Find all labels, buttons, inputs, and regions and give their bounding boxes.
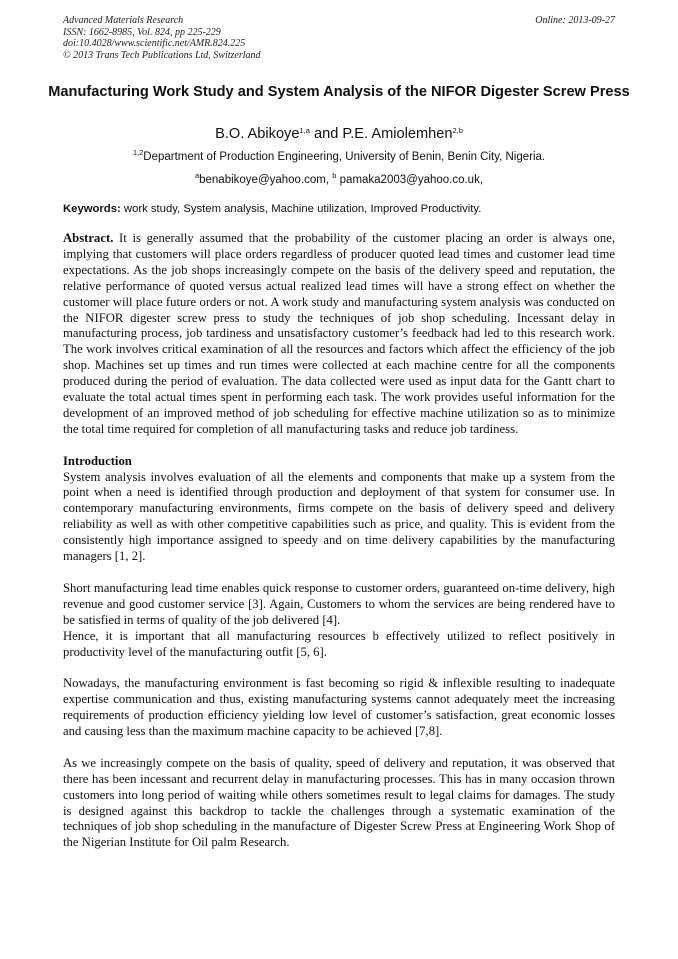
issn-line: ISSN: 1662-8985, Vol. 824, pp 225-229 [63, 26, 221, 38]
paper-title: Manufacturing Work Study and System Analysis of the NIFOR Digester Screw Press [48, 84, 630, 100]
email-b[interactable]: pamaka2003@yahoo.co.uk, [336, 174, 484, 186]
author-conjunction: and [309, 126, 343, 142]
introduction-heading: Introduction [63, 453, 132, 468]
keywords-label: Keywords: [63, 203, 121, 215]
keywords [63, 202, 618, 216]
abstract [63, 231, 615, 438]
intro-paragraph-4: Nowadays, the manufacturing environment is fast becoming so rigid & inflexible resulting to inadequate expertise communication and thus, existing manufacturing systems cannot adequately meet the increasing requirements of production efficiency yielding low level of customer’s satisfaction, great economic losses and causing less than the maximum machine capacity to be achieved [7,8]. [63, 676, 615, 739]
journal-name: Advanced Materials Research [63, 15, 184, 26]
intro-paragraph-3: Hence, it is important that all manufacturing resources b effectively utilized to reflect positively in productivity level of the manufacturing outfit [5, 6]. [63, 628, 615, 659]
email-b-marker: b [332, 171, 337, 180]
author-1: B.O. Abikoye [215, 126, 300, 142]
publication-info [63, 15, 261, 61]
affiliation-marker: 1,2 [132, 148, 144, 157]
keywords-text: work study, System analysis, Machine utilization, Improved Productivity. [120, 203, 482, 215]
copyright-line: © 2013 Trans Tech Publications Ltd, Switzerland [63, 49, 261, 61]
abstract-label: Abstract. [63, 231, 114, 245]
intro-paragraph-2: Short manufacturing lead time enables quick response to customer orders, guaranteed on-time delivery, high revenue and good customer service [3]. Again, Customers to whom the services are being rendered have to be satisfied in terms of quality of the job delivered [4]. [63, 580, 615, 627]
intro-paragraph-1: System analysis involves evaluation of all the elements and components that make up a system from the point when a need is identified through production and deployment of that system for consumer use. In contemporary manufacturing environments, firms compete on the basis of delivery speed and delivery reliability as well as with other competitive capabilities such as price, and quality. This is evident from the consistently high importance assigned to speedy and on time delivery capabilities by the manufacturing managers [1, 2]. [63, 469, 615, 564]
intro-paragraph-5: As we increasingly compete on the basis of quality, speed of delivery and reputation, it was observed that there has been incessant and recurrent delay in manufacturing processes. This has in many occasion thrown customers into long period of waiting while others sometimes result to legal claims for damages. The study is designed against this backdrop to tackle the challenges through a systematic examination of the techniques of job shop scheduling in the manufacture of Digester Screw Press at Engineering Work Shop of the Nigerian Institute for Oil palm Research. [63, 755, 615, 850]
author-2: P.E. Amiolemhen [342, 126, 453, 142]
online-date: Online: 2013-09-27 [535, 15, 615, 26]
doi-line: doi:10.4028/www.scientific.net/AMR.824.225 [63, 38, 246, 49]
abstract-text: It is generally assumed that the probability of the customer placing an order is always one, implying that customers will place orders regardless of producer quoted lead times and customer lead time expectations. As the job shops increasingly compete on the basis of the delivery speed and reputation, the relative performance of quoted versus actual realized lead times will have a strong effect on whether the customer will place future orders or not. A work study and manufacturing system analysis was conducted on the NIFOR digester screw press to study the techniques of job shop scheduling. Incessant delay in manufacturing process, job tardiness and unsatisfactory customer’s feedback had led to this research work. The work involves critical examination of all the resources and factors which affect the efficiency of the job shop. Machines set up times and run times were collected at each machine centre for all the components produced during the period of evaluation. The data collected were used as input data for the Gantt chart to evaluate the total actual times spent in performing each task. The work provides useful information for the development of an improved method of job scheduling for effective machine utilization so as to minimize the total time required for completion of all manufacturing tasks and reduce job tardiness. [63, 231, 615, 436]
author-2-affil: 2,b [452, 126, 463, 135]
affiliation [0, 150, 678, 164]
paper-body [63, 231, 615, 851]
email-a[interactable]: benabikoye@yahoo.com, [199, 174, 333, 186]
author-line [0, 125, 678, 143]
author-emails [0, 173, 678, 187]
email-a-marker: a [194, 171, 200, 180]
affiliation-text: Department of Production Engineering, University of Benin, Benin City, Nigeria. [143, 151, 546, 163]
author-1-affil: 1,a [299, 126, 310, 135]
